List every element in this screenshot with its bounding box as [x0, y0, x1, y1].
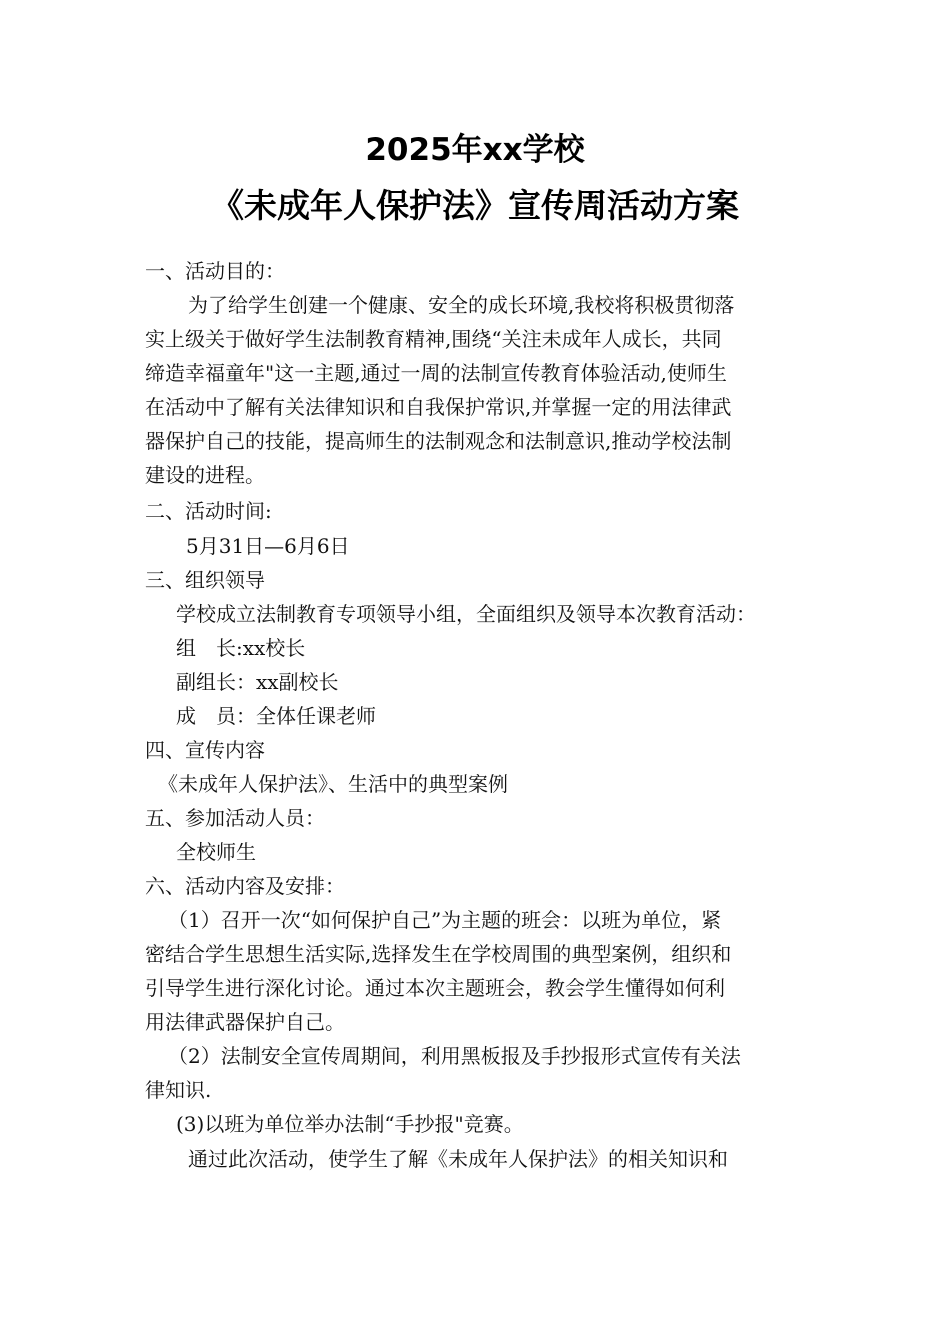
paragraph-line: 为了给学生创建一个健康、安全的成长环境,我校将积极贯彻落: [188, 293, 735, 317]
section-heading-purpose: 一、活动目的：: [145, 259, 285, 283]
section-heading-content: 四、宣传内容: [145, 738, 265, 762]
paragraph-line: （1）召开一次“如何保护自己”为主题的班会：以班为单位，紧: [168, 908, 722, 932]
member-entry: 成 员：全体任课老师: [176, 704, 376, 728]
paragraph-line: 通过此次活动，使学生了解《未成年人保护法》的相关知识和: [188, 1147, 728, 1171]
paragraph-line: 全校师生: [176, 840, 256, 864]
paragraph-line: 用法律武器保护自己。: [145, 1010, 345, 1034]
paragraph-line: 律知识.: [145, 1078, 212, 1102]
document-title-line-1: 2025年xx学校: [365, 132, 585, 168]
activity-date-range: 5月31日—6月6日: [186, 534, 350, 558]
paragraph-line: （2）法制安全宣传周期间，利用黑板报及手抄报形式宣传有关法: [168, 1044, 741, 1068]
section-heading-arrangement: 六、活动内容及安排：: [145, 874, 345, 898]
deputy-leader-entry: 副组长：xx副校长: [176, 670, 339, 694]
document-title-line-2: 《未成年人保护法》宣传周活动方案: [211, 186, 739, 225]
section-heading-time: 二、活动时间:: [145, 499, 272, 523]
paragraph-line: 密结合学生思想生活实际,选择发生在学校周围的典型案例，组织和: [145, 942, 732, 966]
paragraph-line: (3)以班为单位举办法制“手抄报"竞赛。: [176, 1112, 524, 1136]
paragraph-line: 实上级关于做好学生法制教育精神,围绕“关注未成年人成长，共同: [145, 327, 722, 351]
paragraph-line: 器保护自己的技能，提高师生的法制观念和法制意识,推动学校法制: [145, 429, 732, 453]
leader-entry: 组 长:xx校长: [176, 636, 306, 660]
paragraph-line: 《未成年人保护法》、生活中的典型案例: [158, 772, 508, 796]
paragraph-line: 引导学生进行深化讨论。通过本次主题班会，教会学生懂得如何利: [145, 976, 725, 1000]
paragraph-line: 建设的进程。: [145, 463, 265, 487]
paragraph-line: 在活动中了解有关法律知识和自我保护常识,并掌握一定的用法律武: [145, 395, 732, 419]
paragraph-line: 缔造幸福童年"这一主题,通过一周的法制宣传教育体验活动,使师生: [145, 361, 727, 385]
section-heading-leadership: 三、组织领导: [145, 568, 265, 592]
section-heading-participants: 五、参加活动人员：: [145, 806, 325, 830]
paragraph-line: 学校成立法制教育专项领导小组，全面组织及领导本次教育活动：: [176, 602, 756, 626]
